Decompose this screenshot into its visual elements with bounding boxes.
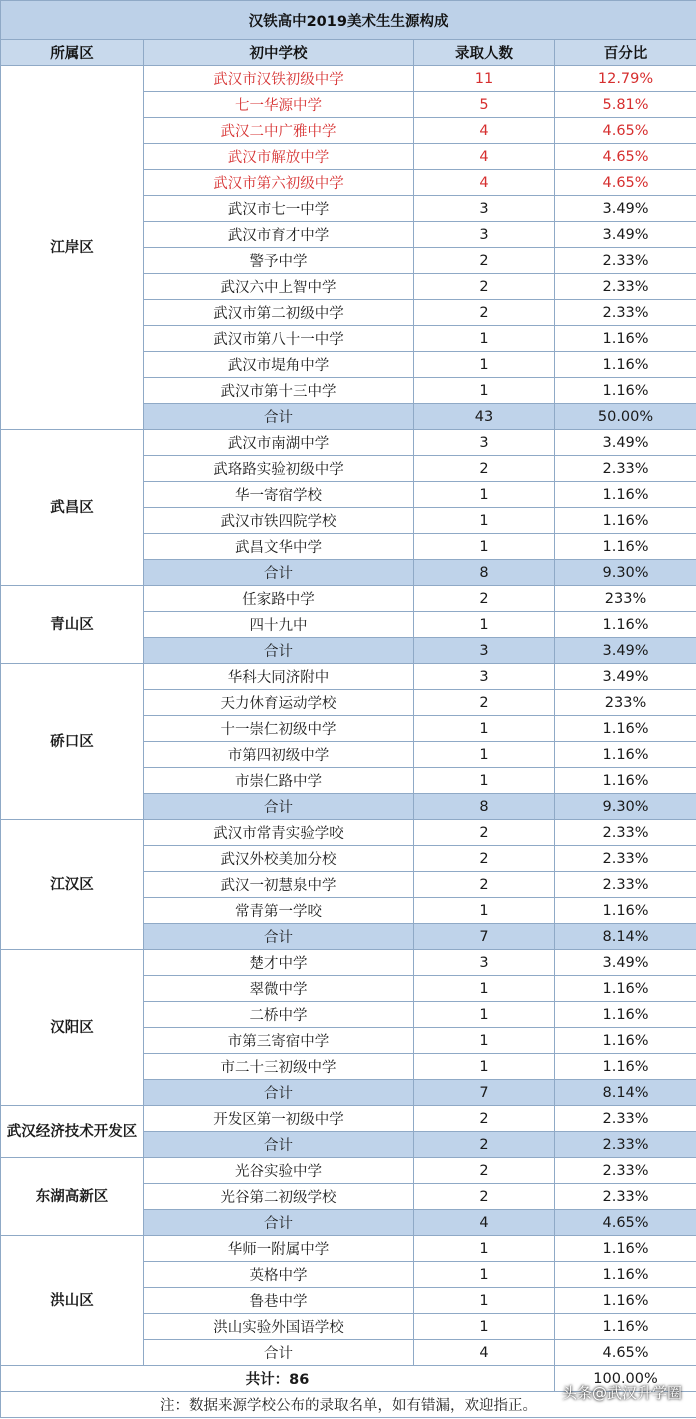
watermark: 头条@武汉升学圈 <box>561 1384 682 1402</box>
school-cell: 市崇仁路中学 <box>144 768 414 794</box>
percent-cell: 1.16% <box>555 898 696 924</box>
subtotal-label: 合计 <box>144 1340 414 1366</box>
percent-cell: 1.16% <box>555 508 696 534</box>
school-cell: 英格中学 <box>144 1262 414 1288</box>
count-cell: 1 <box>414 1314 555 1340</box>
count-cell: 1 <box>414 976 555 1002</box>
school-cell: 华师一附属中学 <box>144 1236 414 1262</box>
district-cell: 洪山区 <box>1 1236 144 1366</box>
subtotal-label: 合计 <box>144 638 414 664</box>
count-cell: 1 <box>414 1236 555 1262</box>
count-cell: 2 <box>414 872 555 898</box>
school-cell: 警予中学 <box>144 248 414 274</box>
school-cell: 武汉市七一中学 <box>144 196 414 222</box>
table-row <box>1 1158 696 1184</box>
subtotal-count: 4 <box>414 1340 555 1366</box>
percent-cell: 1.16% <box>555 976 696 1002</box>
percent-cell: 1.16% <box>555 534 696 560</box>
percent-cell: 1.16% <box>555 326 696 352</box>
school-cell: 武汉市南湖中学 <box>144 430 414 456</box>
subtotal-count: 43 <box>414 404 555 430</box>
count-cell: 1 <box>414 482 555 508</box>
percent-cell: 5.81% <box>555 92 696 118</box>
subtotal-percent: 4.65% <box>555 1210 696 1236</box>
subtotal-label: 合计 <box>144 1080 414 1106</box>
percent-cell: 1.16% <box>555 716 696 742</box>
school-cell: 武汉市第十三中学 <box>144 378 414 404</box>
count-cell: 5 <box>414 92 555 118</box>
percent-cell: 12.79% <box>555 66 696 92</box>
percent-cell: 1.16% <box>555 1028 696 1054</box>
subtotal-label: 合计 <box>144 560 414 586</box>
count-cell: 2 <box>414 274 555 300</box>
table-row <box>1 1236 696 1262</box>
header-count: 录取人数 <box>414 40 555 66</box>
school-cell: 十一崇仁初级中学 <box>144 716 414 742</box>
table-row <box>1 1106 696 1132</box>
count-cell: 1 <box>414 508 555 534</box>
school-cell: 翠微中学 <box>144 976 414 1002</box>
percent-cell: 2.33% <box>555 846 696 872</box>
percent-cell: 1.16% <box>555 1314 696 1340</box>
school-cell: 楚才中学 <box>144 950 414 976</box>
school-cell: 武汉市堤角中学 <box>144 352 414 378</box>
subtotal-percent: 3.49% <box>555 638 696 664</box>
school-cell: 七一华源中学 <box>144 92 414 118</box>
school-cell: 光谷实验中学 <box>144 1158 414 1184</box>
district-cell: 青山区 <box>1 586 144 664</box>
count-cell: 3 <box>414 430 555 456</box>
subtotal-label: 合计 <box>144 794 414 820</box>
percent-cell: 1.16% <box>555 378 696 404</box>
percent-cell: 4.65% <box>555 144 696 170</box>
school-cell: 二桥中学 <box>144 1002 414 1028</box>
school-cell: 武汉二中广雅中学 <box>144 118 414 144</box>
count-cell: 3 <box>414 950 555 976</box>
table-row <box>1 664 696 690</box>
subtotal-percent: 4.65% <box>555 1340 696 1366</box>
school-cell: 市第四初级中学 <box>144 742 414 768</box>
header-district: 所属区 <box>1 40 144 66</box>
percent-cell: 1.16% <box>555 742 696 768</box>
count-cell: 1 <box>414 326 555 352</box>
count-cell: 2 <box>414 1106 555 1132</box>
count-cell: 2 <box>414 846 555 872</box>
grand-total-label: 共计：86 <box>1 1366 555 1392</box>
count-cell: 1 <box>414 742 555 768</box>
count-cell: 1 <box>414 378 555 404</box>
table-row <box>1 950 696 976</box>
count-cell: 4 <box>414 144 555 170</box>
school-cell: 市二十三初级中学 <box>144 1054 414 1080</box>
school-cell: 武汉市第六初级中学 <box>144 170 414 196</box>
subtotal-label: 合计 <box>144 404 414 430</box>
school-cell: 武汉一初慧泉中学 <box>144 872 414 898</box>
header-percent: 百分比 <box>555 40 696 66</box>
count-cell: 1 <box>414 1288 555 1314</box>
count-cell: 2 <box>414 820 555 846</box>
subtotal-percent: 9.30% <box>555 794 696 820</box>
count-cell: 2 <box>414 690 555 716</box>
school-cell: 武汉市汉铁初级中学 <box>144 66 414 92</box>
school-cell: 武汉市第二初级中学 <box>144 300 414 326</box>
school-cell: 四十九中 <box>144 612 414 638</box>
percent-cell: 1.16% <box>555 612 696 638</box>
percent-cell: 2.33% <box>555 274 696 300</box>
school-cell: 华科大同济附中 <box>144 664 414 690</box>
count-cell: 1 <box>414 1002 555 1028</box>
percent-cell: 1.16% <box>555 1236 696 1262</box>
table-row <box>1 430 696 456</box>
school-cell: 武珞路实验初级中学 <box>144 456 414 482</box>
school-cell: 武汉外校美加分校 <box>144 846 414 872</box>
count-cell: 2 <box>414 1184 555 1210</box>
count-cell: 1 <box>414 352 555 378</box>
percent-cell: 1.16% <box>555 352 696 378</box>
subtotal-label: 合计 <box>144 924 414 950</box>
count-cell: 2 <box>414 1158 555 1184</box>
percent-cell: 2.33% <box>555 1184 696 1210</box>
count-cell: 1 <box>414 534 555 560</box>
subtotal-percent: 2.33% <box>555 1132 696 1158</box>
subtotal-percent: 8.14% <box>555 924 696 950</box>
percent-cell: 1.16% <box>555 768 696 794</box>
subtotal-count: 8 <box>414 794 555 820</box>
percent-cell: 3.49% <box>555 664 696 690</box>
school-cell: 武汉六中上智中学 <box>144 274 414 300</box>
subtotal-label: 合计 <box>144 1210 414 1236</box>
count-cell: 3 <box>414 222 555 248</box>
percent-cell: 2.33% <box>555 456 696 482</box>
subtotal-count: 2 <box>414 1132 555 1158</box>
count-cell: 3 <box>414 196 555 222</box>
percent-cell: 1.16% <box>555 482 696 508</box>
count-cell: 1 <box>414 1054 555 1080</box>
percent-cell: 233% <box>555 586 696 612</box>
count-cell: 1 <box>414 1262 555 1288</box>
subtotal-label: 合计 <box>144 1132 414 1158</box>
title-row <box>1 1 696 40</box>
count-cell: 2 <box>414 456 555 482</box>
school-cell: 鲁巷中学 <box>144 1288 414 1314</box>
percent-cell: 2.33% <box>555 300 696 326</box>
percent-cell: 2.33% <box>555 1158 696 1184</box>
percent-cell: 1.16% <box>555 1054 696 1080</box>
table-body <box>1 66 696 1366</box>
percent-cell: 3.49% <box>555 430 696 456</box>
percent-cell: 1.16% <box>555 1262 696 1288</box>
district-cell: 武汉经济技术开发区 <box>1 1106 144 1158</box>
count-cell: 3 <box>414 664 555 690</box>
percent-cell: 233% <box>555 690 696 716</box>
school-cell: 武汉市铁四院学校 <box>144 508 414 534</box>
school-cell: 开发区第一初级中学 <box>144 1106 414 1132</box>
district-cell: 江汉区 <box>1 820 144 950</box>
count-cell: 1 <box>414 1028 555 1054</box>
header-school: 初中学校 <box>144 40 414 66</box>
subtotal-percent: 8.14% <box>555 1080 696 1106</box>
subtotal-percent: 9.30% <box>555 560 696 586</box>
school-cell: 光谷第二初级学校 <box>144 1184 414 1210</box>
school-cell: 常青第一学咬 <box>144 898 414 924</box>
subtotal-count: 7 <box>414 924 555 950</box>
subtotal-count: 4 <box>414 1210 555 1236</box>
subtotal-count: 3 <box>414 638 555 664</box>
grand-total-percent: 100.00% <box>555 1366 696 1392</box>
count-cell: 1 <box>414 716 555 742</box>
count-cell: 1 <box>414 612 555 638</box>
percent-cell: 1.16% <box>555 1288 696 1314</box>
district-cell: 汉阳区 <box>1 950 144 1106</box>
subtotal-count: 7 <box>414 1080 555 1106</box>
table-row <box>1 586 696 612</box>
school-cell: 武昌文华中学 <box>144 534 414 560</box>
percent-cell: 2.33% <box>555 872 696 898</box>
count-cell: 2 <box>414 300 555 326</box>
school-cell: 武汉市育才中学 <box>144 222 414 248</box>
percent-cell: 2.33% <box>555 1106 696 1132</box>
school-cell: 任家路中学 <box>144 586 414 612</box>
header-row <box>1 40 696 66</box>
percent-cell: 1.16% <box>555 1002 696 1028</box>
table-row <box>1 820 696 846</box>
percent-cell: 2.33% <box>555 820 696 846</box>
table-title: 汉铁高中2019美术生生源构成 <box>1 1 696 40</box>
district-cell: 武昌区 <box>1 430 144 586</box>
school-cell: 武汉市第八十一中学 <box>144 326 414 352</box>
count-cell: 1 <box>414 898 555 924</box>
count-cell: 11 <box>414 66 555 92</box>
percent-cell: 4.65% <box>555 118 696 144</box>
table-row <box>1 66 696 92</box>
percent-cell: 3.49% <box>555 196 696 222</box>
district-cell: 硚口区 <box>1 664 144 820</box>
percent-cell: 2.33% <box>555 248 696 274</box>
school-cell: 洪山实验外国语学校 <box>144 1314 414 1340</box>
count-cell: 4 <box>414 118 555 144</box>
percent-cell: 4.65% <box>555 170 696 196</box>
school-cell: 天力休育运动学校 <box>144 690 414 716</box>
school-cell: 市第三寄宿中学 <box>144 1028 414 1054</box>
school-cell: 武汉市解放中学 <box>144 144 414 170</box>
percent-cell: 3.49% <box>555 950 696 976</box>
count-cell: 1 <box>414 768 555 794</box>
subtotal-count: 8 <box>414 560 555 586</box>
school-cell: 华一寄宿学校 <box>144 482 414 508</box>
count-cell: 4 <box>414 170 555 196</box>
source-note: 注：数据来源学校公布的录取名单，如有错漏，欢迎指正。 <box>1 1392 696 1418</box>
count-cell: 2 <box>414 248 555 274</box>
percent-cell: 3.49% <box>555 222 696 248</box>
district-cell: 东湖高新区 <box>1 1158 144 1236</box>
district-cell: 江岸区 <box>1 66 144 430</box>
subtotal-percent: 50.00% <box>555 404 696 430</box>
count-cell: 2 <box>414 586 555 612</box>
school-cell: 武汉市常青实验学咬 <box>144 820 414 846</box>
